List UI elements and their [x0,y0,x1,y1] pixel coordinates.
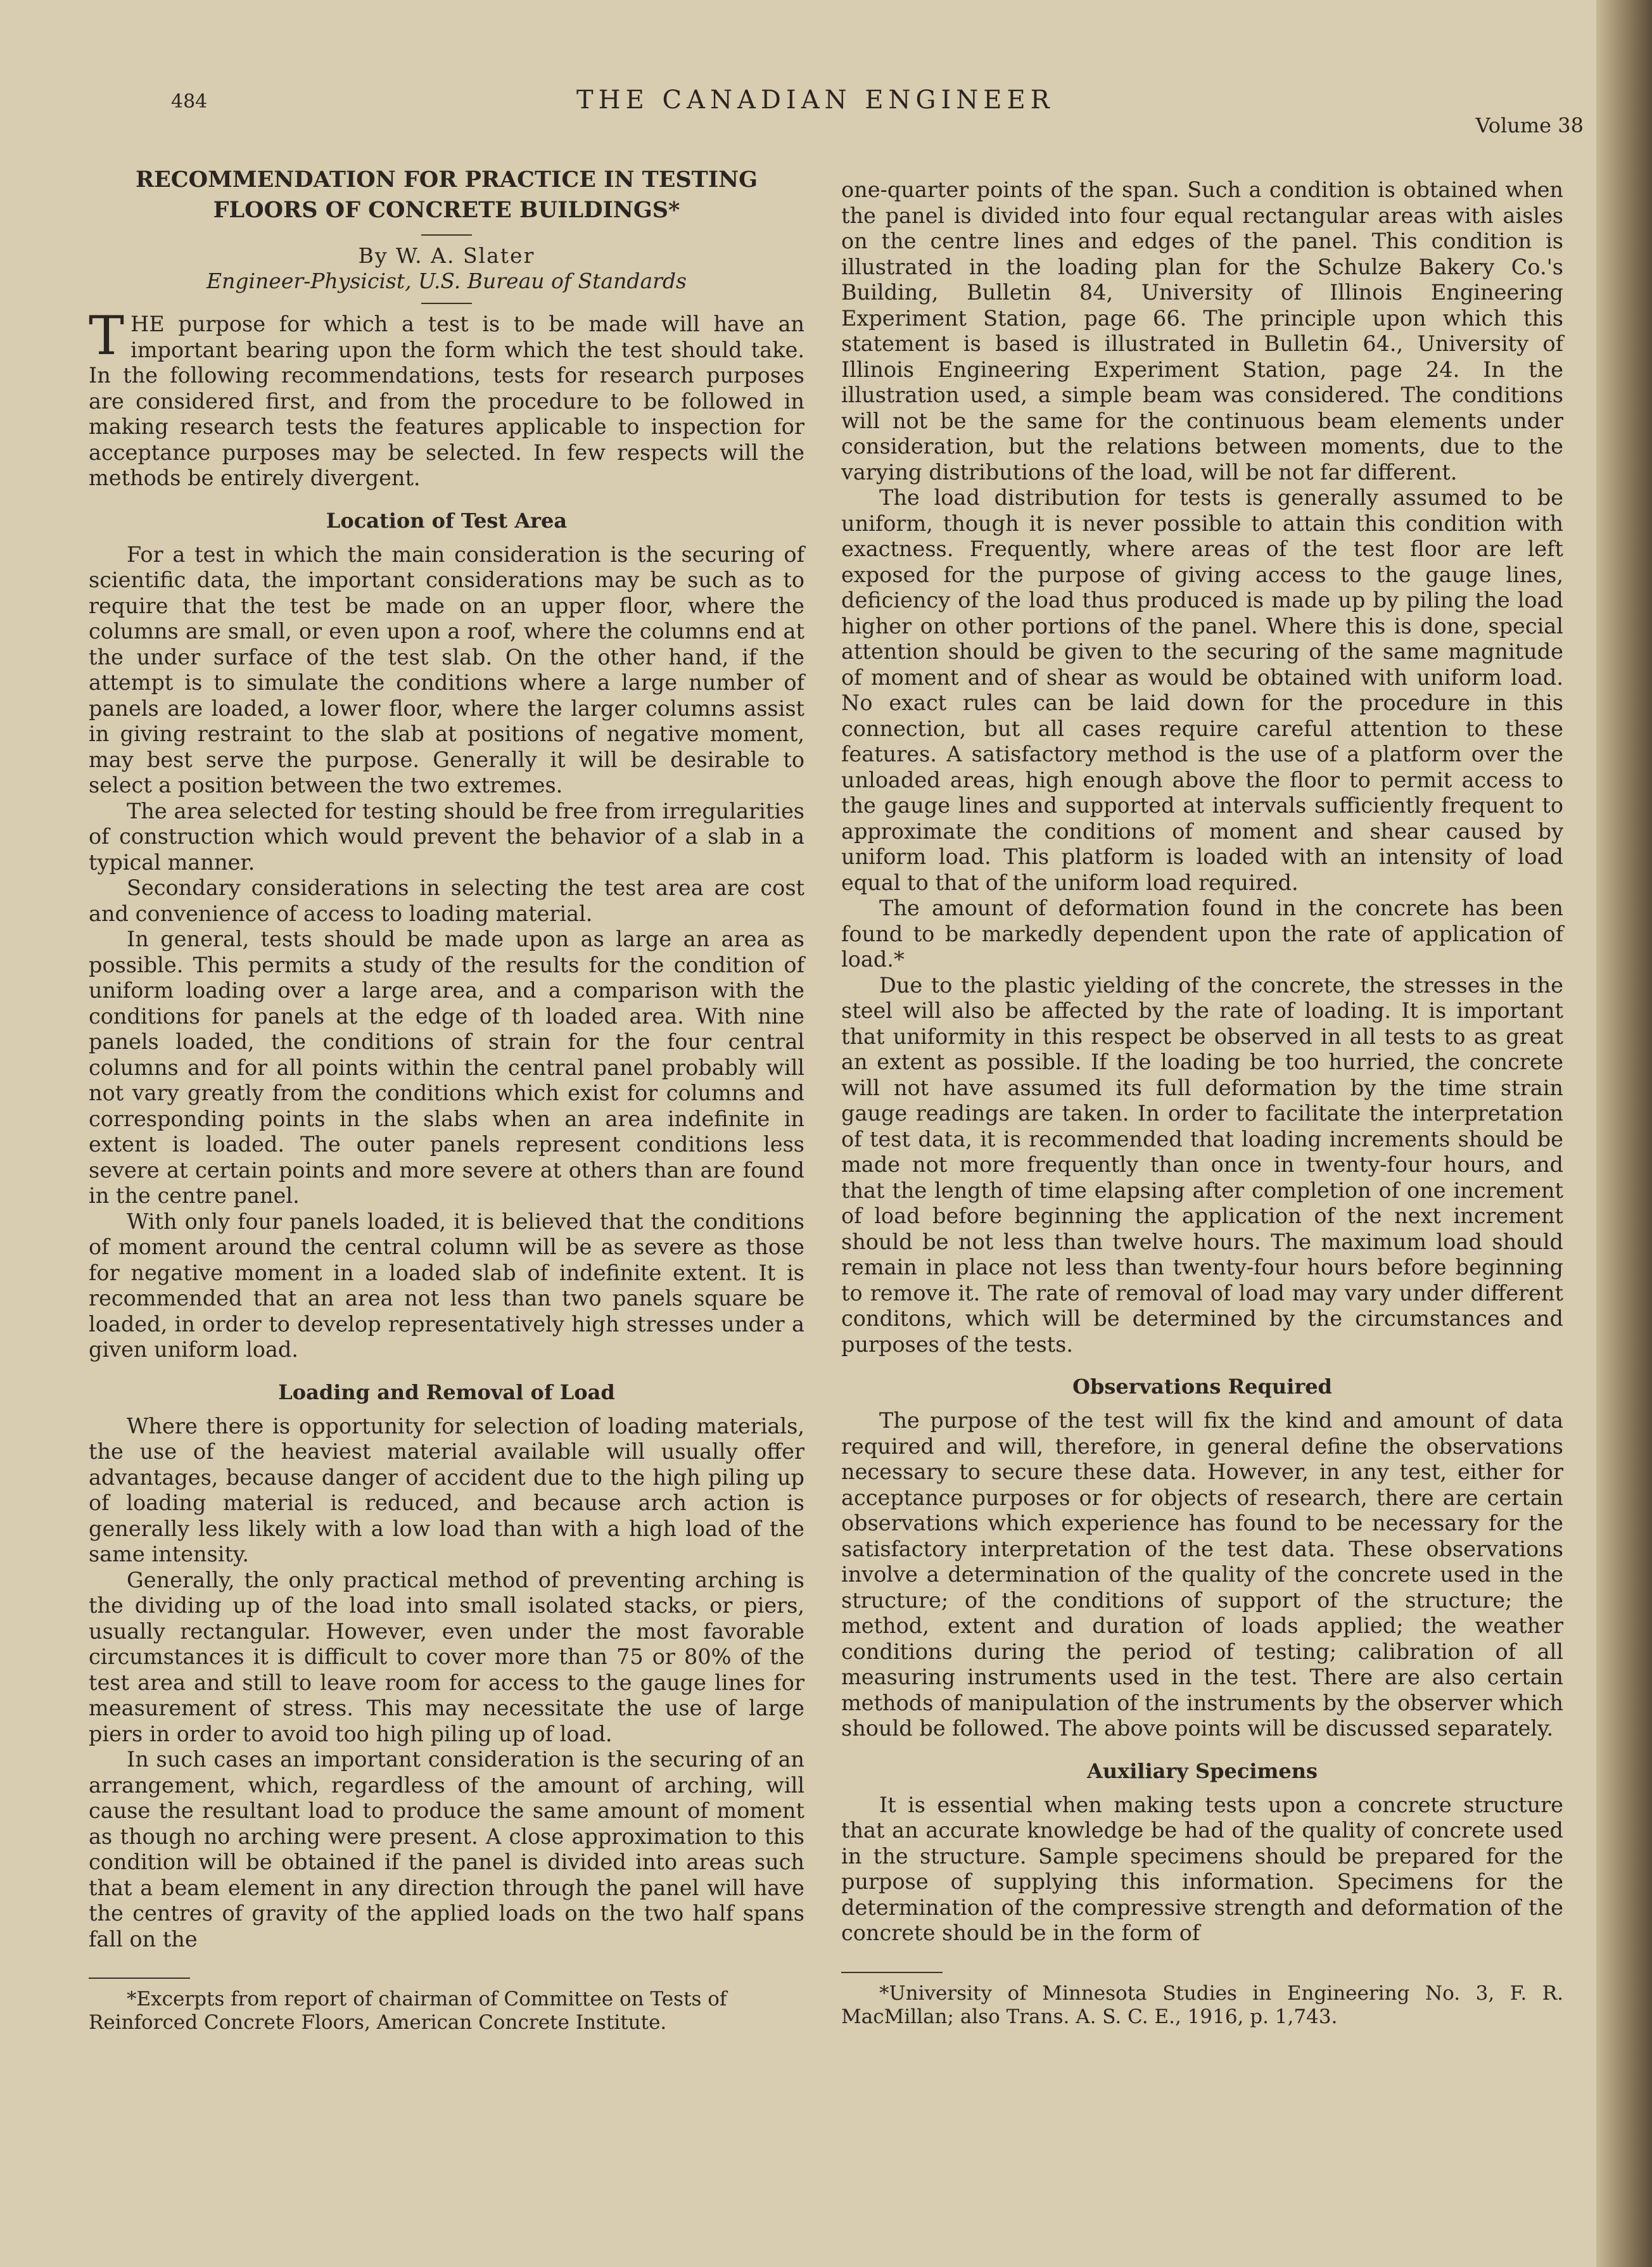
volume-label: Volume 38 [1475,113,1584,137]
section-heading-location: Location of Test Area [326,508,568,533]
title-rule [421,234,472,236]
paragraph: Due to the plastic yielding of the concrete, the stresses in the steel will also be affected by the rate of loading. It is important that uniformity in this respect be observed in all tests to as great an extent as possible. If the loading be too hurried, the concrete will not have assumed its full deformation by the time strain gauge readings are taken. In order to facilitate the interpretation of test data, it is recommended that loading increments should be made not more frequently than once in twenty-four hours, and that the length of time elapsing after completion of one increment of load before beginning the application of the next increment should be not less than twelve hours. The maximum load should remain in place not less than twenty-four hours before beginning to remove it. The rate of removal of load may vary under different conditons, which will be determined by the circumstances and purposes of the tests. [841,972,1563,1357]
section-heading-auxiliary: Auxiliary Specimens [1087,1758,1318,1783]
paragraph: Where there is opportunity for selection of loading materials, the use of the heaviest material available will usually offer advantages, because danger of accident due to the high piling up of loading material is reduced, and because arch action is generally less likely with a low load than with a high load of the same intensity. [89,1413,804,1566]
byline: By W. A. Slater [358,243,535,268]
drop-cap: T [89,305,125,367]
article-title-line-1: RECOMMENDATION FOR PRACTICE IN TESTING [136,167,758,193]
page-header [171,86,1584,137]
section-heading-observations: Observations Required [1072,1375,1332,1399]
byline-rule [421,303,472,304]
footnote-right: *University of Minnesota Studies in Engineering No. 3, F. R. MacMillan; also Trans. A. S. C. E., 1916, p. 1,743. [841,1981,1563,2028]
article-title [89,165,804,225]
paragraph: In such cases an important consideration is the securing of an arrangement, which, regardless of the amount of arching, will cause the resultant load to produce the same amount of moment as though no arching were present. A close approximation to this condition will be obtained if the panel is divided into areas such that a beam element in any direction through the panel will have the centres of gravity of the applied loads on the two half spans fall on the [89,1747,804,1952]
page-number: 484 [171,91,208,113]
paragraph-continued: one-quarter points of the span. Such a condition is obtained when the panel is divided into four equal rectangular areas with aisles on the centre lines and edges of the panel. This condition is illustrated in the loading plan for the Schulze Bakery Co.'s Building, Bulletin 84, University of Illinois Engineering Experiment Station, page 66. The principle upon which this statement is based is illustrated in Bulletin 64., University of Illinois Engineering Experiment Station, page 24. In the illustration used, a simple beam was considered. The conditions will not be the same for the continuous beam elements under consideration, but the relations between moments, due to the varying distributions of the load, will be not far different. [841,177,1563,485]
paragraph: The purpose of the test will fix the kind and amount of data required and will, therefore, in general define the observations necessary to secure these data. However, in any test, either for acceptance purposes or for objects of research, there are certain observations which experience has found to be necessary for the satisfactory interpretation of the test data. These observations involve a determination of the quality of the concrete used in the structure; of the conditions of support of the structure; the method, extent and duration of loads applied; the weather conditions during the period of testing; calibration of all measuring instruments used in the test. There are also certain methods of manipulation of the instruments by the observer which should be followed. The above points will be discussed separately. [841,1408,1563,1741]
paragraph: Secondary considerations in selecting the test area are cost and convenience of access to loading material. [89,875,804,926]
section-heading-loading: Loading and Removal of Load [278,1380,615,1404]
paragraph: Generally, the only practical method of preventing arching is the dividing up of the load into small isolated stacks, or piers, usually rectangular. However, even under the most favorable circumstances it is difficult to cover more than 75 or 80% of the test area and still to leave room for access to the gauge lines for measurement of stress. This may necessitate the use of large piers in order to avoid too high piling up of load. [89,1567,804,1746]
left-column [89,158,804,2035]
article-title-line-2: FLOORS OF CONCRETE BUILDINGS* [213,197,680,223]
footnote-rule [89,1978,190,1979]
intro-paragraph [89,305,804,492]
footnote-left: *Excerpts from report of chairman of Committee on Tests of Reinforced Concrete Floors, American Concrete Institute. [89,1988,727,2034]
book-spine-shadow [1596,0,1652,2267]
paragraph: In general, tests should be made upon as large an area as possible. This permits a study of the results for the condition of uniform loading over a large area, and a comparison with the conditions for panels at the edge of th loaded area. With nine panels loaded, the conditions of strain for the four central columns and for all points within the central panel probably will not vary greatly from the conditions which exist for columns and corresponding points in the slabs when an area indefinite in extent is loaded. The outer panels represent conditions less severe at certain points and more severe at others than are found in the centre panel. [89,927,804,1208]
paragraph: The area selected for testing should be free from irregularities of construction which would prevent the behavior of a slab in a typical manner. [89,798,804,875]
paragraph: The amount of deformation found in the concrete has been found to be markedly dependent upon the rate of application of load.* [841,896,1563,972]
journal-title: THE CANADIAN ENGINEER [576,86,1055,115]
paragraph: The load distribution for tests is generally assumed to be uniform, though it is never possible to attain this condition with exactness. Frequently, where areas of the test floor are left exposed for the purpose of giving access to the gauge lines, deficiency of the load thus produced is made up by piling the load higher on other portions of the panel. Where this is done, special attention should be given to the securing of the same magnitude of moment and of shear as would be obtained with uniform load. No exact rules can be laid down for the procedure in this connection, but all cases require careful attention to these features. A satisfactory method is the use of a platform over the unloaded areas, high enough above the floor to permit access to the gauge lines and supported at intervals sufficiently frequent to approximate the conditions of moment and shear caused by uniform load. This platform is loaded with an intensity of load equal to that of the uniform load required. [841,485,1563,895]
paragraph: For a test in which the main consideration is the securing of scientific data, the important considerations may be such as to require that the test be made on an upper floor, where the columns are small, or even upon a roof, where the columns end at the under surface of the test slab. On the other hand, if the attempt is to simulate the conditions where a large number of panels are loaded, a lower floor, where the larger columns assist in giving restraint to the slab at positions of negative moment, may best serve the purpose. Generally it will be desirable to select a position between the two extremes. [89,542,804,797]
footnote-rule [841,1972,943,1973]
paragraph: With only four panels loaded, it is believed that the conditions of moment around the central column will be as severe as those for negative moment in a loaded slab of indefinite extent. It is recommended that an area not less than two panels square be loaded, in order to develop representatively high stresses under a given uniform load. [89,1209,804,1362]
author-affiliation: Engineer-Physicist, U.S. Bureau of Standards [206,269,687,293]
right-column [841,177,1563,2029]
intro-text: HE purpose for which a test is to be made will have an important bearing upon the form which the test should take. In the following recommendations, tests for research purposes are considered first, and from the procedure to be followed in making research tests the features applicable to inspection for acceptance purposes may be selected. In few respects will the methods be entirely divergent. [89,312,804,490]
paragraph: It is essential when making tests upon a concrete structure that an accurate knowledge be had of the quality of concrete used in the structure. Sample specimens should be prepared for the purpose of supplying this information. Specimens for the determination of the compressive strength and deformation of the concrete should be in the form of [841,1792,1563,1945]
